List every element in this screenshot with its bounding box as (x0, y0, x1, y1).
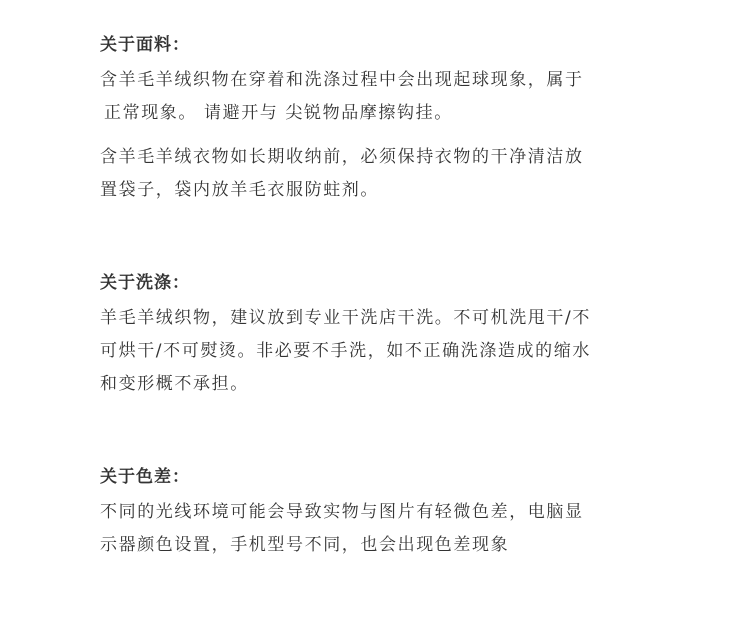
color-difference-paragraph (100, 496, 660, 562)
text-line: 含羊毛羊绒衣物如长期收纳前，必须保持衣物的干净清洁放 (100, 147, 584, 167)
text-line: 和变形概不承担。 (100, 374, 249, 394)
text-line: 不同的光线环境可能会导致实物与图片有轻微色差，电脑显 (100, 502, 584, 522)
fabric-paragraph-pilling (100, 64, 660, 130)
fabric-paragraph-storage (100, 141, 660, 207)
text-line: 置袋子，袋内放羊毛衣服防蛀剂。 (100, 180, 379, 200)
color-difference-section (100, 467, 660, 562)
text-line: 示器颜色设置，手机型号不同，也会出现色差现象 (100, 535, 510, 555)
fabric-section (100, 35, 660, 207)
washing-section (100, 273, 660, 401)
text-line: 羊毛羊绒织物，建议放到专业干洗店干洗。不可机洗甩干/不 (100, 308, 591, 328)
fabric-section-title: 关于面料： (100, 35, 190, 55)
washing-section-title: 关于洗涤： (100, 273, 190, 293)
text-line: 可烘干/不可熨烫。非必要不手洗，如不正确洗涤造成的缩水 (100, 341, 591, 361)
text-line: 正常现象。 请避开与 尖锐物品摩擦钩挂。 (104, 103, 453, 123)
text-line: 含羊毛羊绒织物在穿着和洗涤过程中会出现起球现象，属于 (100, 70, 584, 90)
color-difference-section-title: 关于色差： (100, 467, 190, 487)
washing-paragraph (100, 302, 660, 401)
